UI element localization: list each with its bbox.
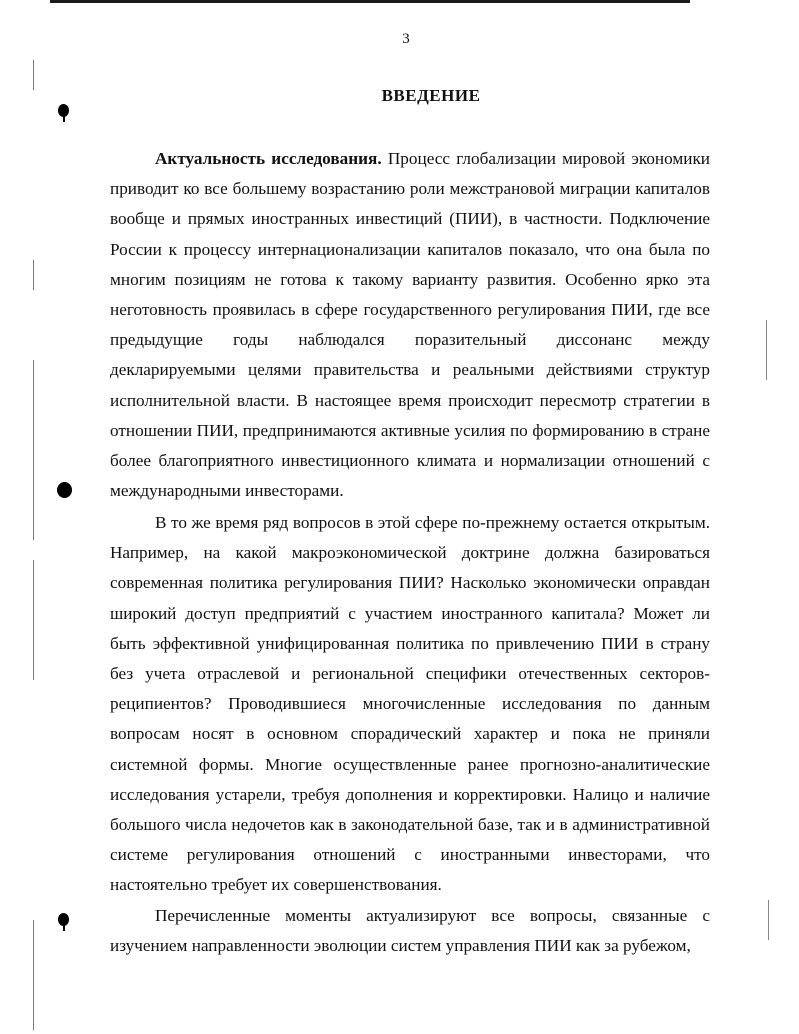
paragraph-conclusion bbox=[110, 901, 710, 961]
paragraph-open-questions bbox=[110, 508, 710, 901]
scan-margin-line bbox=[768, 900, 769, 940]
paragraph-lead-heading: Актуальность исследования. bbox=[155, 149, 382, 168]
scan-margin-line bbox=[766, 320, 767, 380]
top-edge-rule bbox=[50, 0, 690, 3]
scan-margin-line bbox=[33, 360, 34, 540]
paragraph-relevance bbox=[110, 144, 710, 506]
paragraph-text: В то же время ряд вопросов в этой сфере по-прежнему остается открытым. Например, на какой макроэкономической доктрине должна базироваться современная политика регулирования ПИИ? Насколько экономически оправдан широкий доступ предприятий с участием иностранного капитала? Может ли быть эффективной унифицированная политика по привлечению ПИИ в страну без учета отраслевой и региональной специфики отечественных секторов-реципиентов? Проводившиеся многочисленные исследования по данным вопросам носят в основном спорадический характер и пока не приняли системной формы. Многие осуществленные ранее прогнозно-аналитические исследования устарели, требуя дополнения и корректировки. Налицо и наличие большого числа недочетов как в законодательной базе, так и в административной системе регулирования отношений с иностранными инвесторами, что настоятельно требует их совершенствования. bbox=[110, 513, 710, 895]
punch-hole-stem bbox=[63, 112, 65, 122]
punch-hole-stem bbox=[63, 921, 65, 931]
scan-margin-line bbox=[33, 560, 34, 680]
scan-margin-line bbox=[33, 260, 34, 290]
punch-hole-mark-middle bbox=[57, 482, 72, 498]
page-number: 3 bbox=[402, 31, 410, 47]
paragraph-text: Процесс глобализации мировой экономики приводит ко все большему возрастанию роли межстрановой миграции капиталов вообще и прямых иностранных инвестиций (ПИИ), в частности. Подключение России к процессу интернационализации капиталов показало, что она была по многим позициям не готова к такому варианту развития. Особенно ярко эта неготовность проявилась в сфере государственного регулирования ПИИ, где все предыдущие годы наблюдался поразительный диссонанс между декларируемыми целями правительства и реальными действиями структур исполнительной власти. В настоящее время происходит пересмотр стратегии в отношении ПИИ, предпринимаются активные усилия по формированию в стране более благоприятного инвестиционного климата и нормализации отношений с международными инвесторами. bbox=[110, 149, 711, 501]
page-title: ВВЕДЕНИЕ bbox=[381, 86, 481, 105]
scan-margin-line bbox=[33, 920, 34, 1030]
paragraph-text: Перечисленные моменты актуализируют все вопросы, связанные с изучением направленности эволюции систем управления ПИИ как за рубежом, bbox=[110, 906, 710, 956]
